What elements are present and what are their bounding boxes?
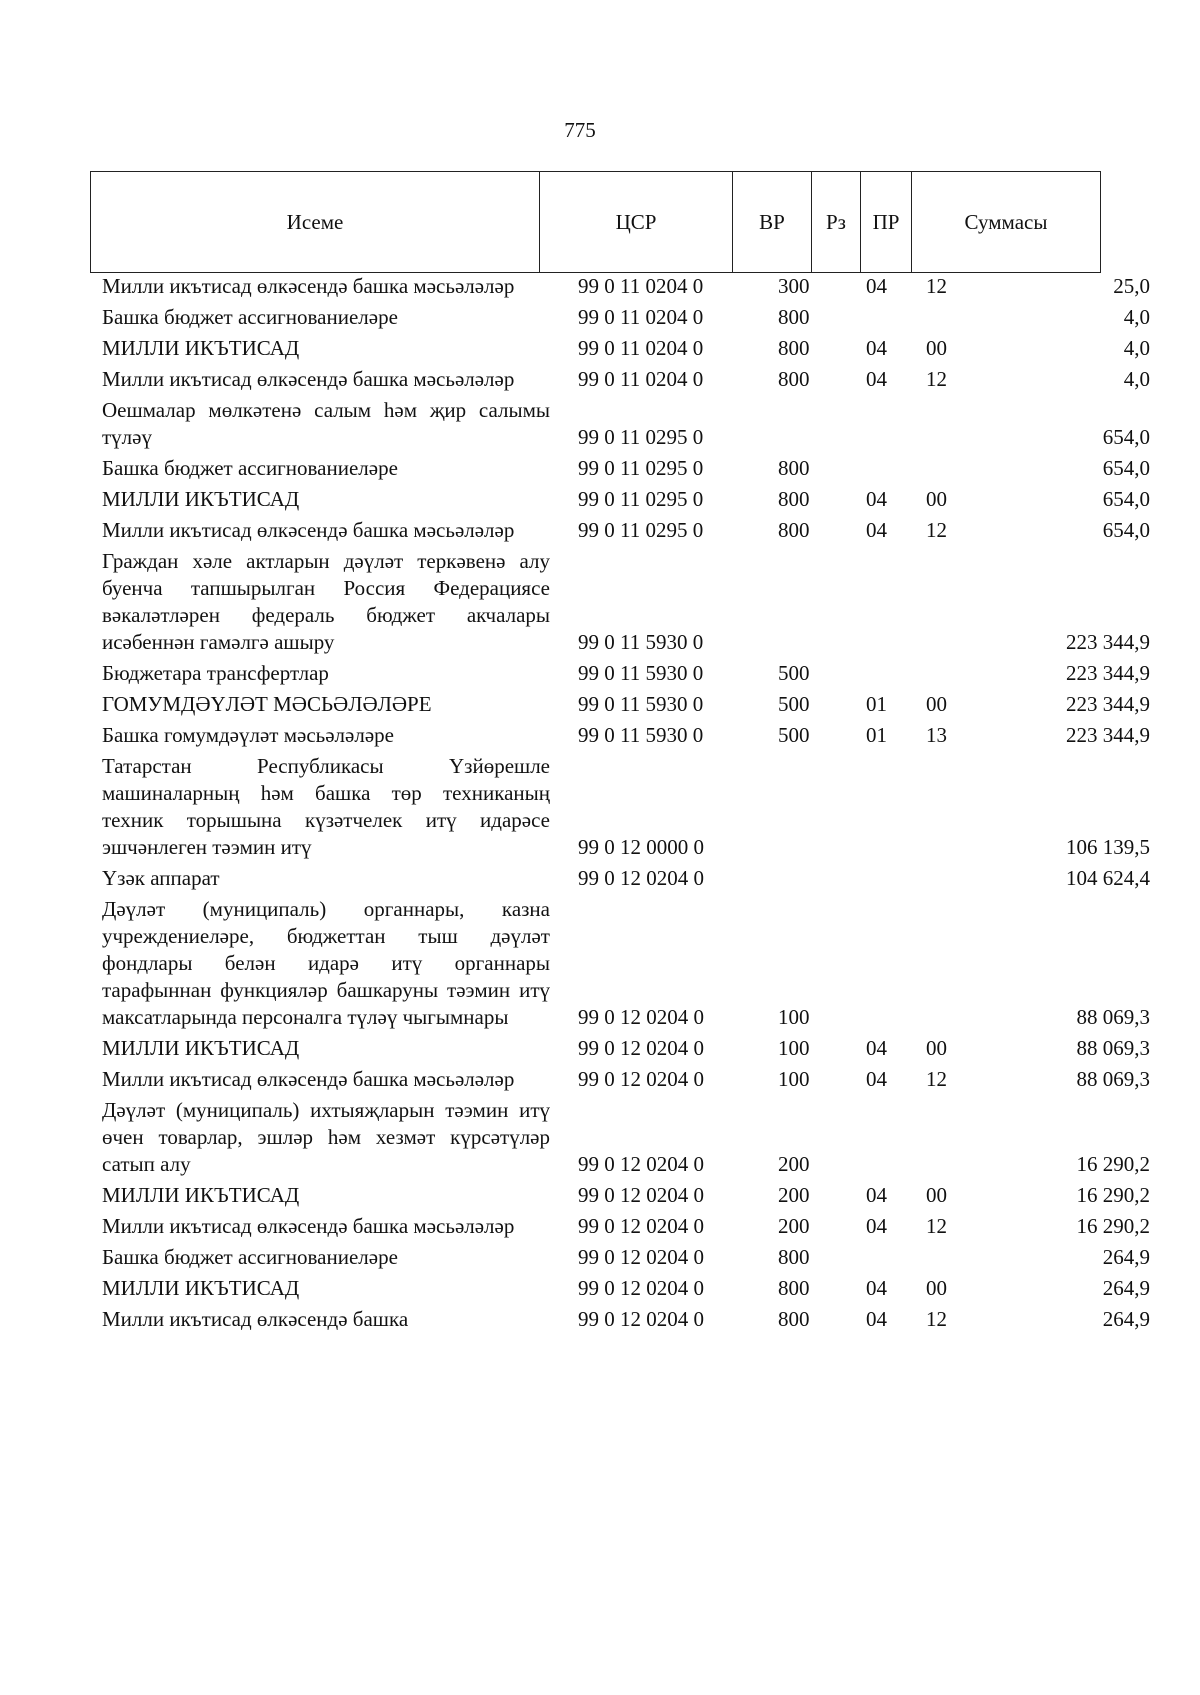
cell-name: Оешмалар мөлкәтенә салым һәм җир салымы түләү xyxy=(102,398,550,449)
cell-rz: 04 xyxy=(866,1214,887,1238)
cell-vr xyxy=(754,751,856,863)
cell-pr: 13 xyxy=(926,723,947,747)
table-row xyxy=(90,302,1158,333)
cell-csr: 99 0 11 0295 0 xyxy=(578,425,704,449)
cell-rz xyxy=(856,658,914,689)
table-row xyxy=(90,1180,1158,1211)
column-header-csr: ЦСР xyxy=(540,172,733,273)
page-number: 775 xyxy=(564,118,596,142)
cell-sum: 16 290,2 xyxy=(1076,1214,1150,1238)
table-row xyxy=(90,1273,1158,1304)
cell-name: Бюджетара трансфертлар xyxy=(102,661,329,685)
cell-vr: 500 xyxy=(778,723,810,747)
cell-sum: 654,0 xyxy=(1102,456,1150,480)
cell-name: Милли икътисад өлкәсендә башка xyxy=(102,1307,409,1331)
table-row xyxy=(90,515,1158,546)
cell-vr xyxy=(754,863,856,894)
cell-name: Милли икътисад өлкәсендә башка мәсьәләләр xyxy=(102,1214,515,1238)
cell-name: ГОМУМДӘҮЛӘТ МӘСЬӘЛӘЛӘРЕ xyxy=(102,692,432,716)
cell-name: МИЛЛИ ИКЪТИСАД xyxy=(102,1036,300,1060)
cell-csr: 99 0 12 0204 0 xyxy=(578,866,704,890)
cell-rz: 04 xyxy=(866,487,887,511)
cell-pr xyxy=(914,658,976,689)
cell-sum: 223 344,9 xyxy=(1066,630,1150,654)
cell-rz: 04 xyxy=(866,518,887,542)
cell-rz xyxy=(856,395,914,453)
cell-csr: 99 0 11 5930 0 xyxy=(578,723,704,747)
cell-csr: 99 0 12 0204 0 xyxy=(578,1214,704,1238)
table-row xyxy=(90,1033,1158,1064)
cell-name: Башка бюджет ассигнованиеләре xyxy=(102,305,398,329)
cell-vr: 800 xyxy=(778,367,810,391)
cell-vr: 800 xyxy=(778,1307,810,1331)
cell-csr: 99 0 11 0204 0 xyxy=(578,367,704,391)
cell-csr: 99 0 12 0000 0 xyxy=(578,835,704,859)
cell-pr xyxy=(914,1242,976,1273)
cell-sum: 104 624,4 xyxy=(1066,866,1150,890)
cell-name: МИЛЛИ ИКЪТИСАД xyxy=(102,336,300,360)
cell-pr xyxy=(914,1095,976,1180)
cell-rz: 04 xyxy=(866,1067,887,1091)
cell-csr: 99 0 11 0295 0 xyxy=(578,518,704,542)
cell-pr: 12 xyxy=(926,1067,947,1091)
cell-sum: 4,0 xyxy=(1123,305,1150,329)
cell-pr xyxy=(914,863,976,894)
cell-name: Үзәк аппарат xyxy=(102,866,220,890)
cell-pr: 12 xyxy=(926,367,947,391)
cell-pr xyxy=(914,894,976,1033)
cell-rz: 04 xyxy=(866,367,887,391)
cell-name: Милли икътисад өлкәсендә башка мәсьәләләр xyxy=(102,367,515,391)
cell-sum: 264,9 xyxy=(1102,1276,1150,1300)
cell-sum: 223 344,9 xyxy=(1066,692,1150,716)
table-row xyxy=(90,395,1158,453)
cell-vr: 100 xyxy=(778,1067,810,1091)
cell-pr xyxy=(914,302,976,333)
cell-vr xyxy=(754,395,856,453)
cell-vr: 200 xyxy=(778,1183,810,1207)
cell-vr: 500 xyxy=(778,692,810,716)
cell-vr: 200 xyxy=(778,1152,810,1176)
table-row xyxy=(90,1211,1158,1242)
cell-name: МИЛЛИ ИКЪТИСАД xyxy=(102,487,300,511)
cell-rz: 04 xyxy=(866,1276,887,1300)
cell-sum: 4,0 xyxy=(1123,336,1150,360)
column-header-vr: ВР xyxy=(733,172,812,273)
cell-pr: 12 xyxy=(926,518,947,542)
cell-csr: 99 0 12 0204 0 xyxy=(578,1183,704,1207)
column-header-name: Исеме xyxy=(91,172,540,273)
table-row xyxy=(90,1304,1158,1335)
header-row xyxy=(91,172,1101,273)
cell-csr: 99 0 12 0204 0 xyxy=(578,1005,704,1029)
cell-csr: 99 0 11 0295 0 xyxy=(578,456,704,480)
cell-pr: 00 xyxy=(926,1036,947,1060)
cell-rz: 04 xyxy=(866,336,887,360)
cell-rz xyxy=(856,894,914,1033)
cell-rz xyxy=(856,751,914,863)
cell-vr: 800 xyxy=(778,518,810,542)
cell-vr: 800 xyxy=(778,456,810,480)
table-row xyxy=(90,333,1158,364)
cell-name: МИЛЛИ ИКЪТИСАД xyxy=(102,1276,300,1300)
cell-rz xyxy=(856,302,914,333)
cell-sum: 654,0 xyxy=(1102,425,1150,449)
cell-vr: 500 xyxy=(778,661,810,685)
cell-name: Татарстан Республикасы Үзйөрешле машиналарның һәм башка төр техниканың техник торышына күзәтчелек итү идарәсе эшчәнлеген тәэмин итү xyxy=(102,754,550,859)
cell-csr: 99 0 11 0295 0 xyxy=(578,487,704,511)
table-row xyxy=(90,453,1158,484)
cell-name: Башка гомумдәүләт мәсьәләләре xyxy=(102,723,394,747)
cell-rz xyxy=(856,1242,914,1273)
table-row xyxy=(90,1064,1158,1095)
column-header-rz: Рз xyxy=(812,172,861,273)
cell-vr: 800 xyxy=(778,1276,810,1300)
table-row xyxy=(90,546,1158,658)
cell-csr: 99 0 11 0204 0 xyxy=(578,336,704,360)
table-row xyxy=(90,484,1158,515)
cell-vr: 800 xyxy=(778,336,810,360)
table-body xyxy=(90,271,1158,1335)
cell-vr: 100 xyxy=(778,1005,810,1029)
table-row xyxy=(90,1242,1158,1273)
table-row xyxy=(90,863,1158,894)
cell-pr: 12 xyxy=(926,1307,947,1331)
cell-csr: 99 0 12 0204 0 xyxy=(578,1067,704,1091)
cell-csr: 99 0 12 0204 0 xyxy=(578,1245,704,1269)
cell-rz xyxy=(856,453,914,484)
table-row xyxy=(90,1095,1158,1180)
cell-pr xyxy=(914,751,976,863)
cell-name: Милли икътисад өлкәсендә башка мәсьәләләр xyxy=(102,1067,515,1091)
table-row xyxy=(90,894,1158,1033)
table-row xyxy=(90,689,1158,720)
cell-name: Граждан хәле актларын дәүләт теркәвенә алу буенча тапшырылган Россия Федерациясе вәкаләтләрен федераль бюджет акчалары исәбеннән гамәлгә ашыру xyxy=(102,549,550,654)
cell-csr: 99 0 11 0204 0 xyxy=(578,305,704,329)
cell-pr xyxy=(914,546,976,658)
cell-sum: 4,0 xyxy=(1123,367,1150,391)
cell-vr: 200 xyxy=(778,1214,810,1238)
cell-pr: 00 xyxy=(926,336,947,360)
cell-sum: 88 069,3 xyxy=(1076,1067,1150,1091)
cell-csr: 99 0 11 5930 0 xyxy=(578,661,704,685)
cell-rz: 01 xyxy=(866,723,887,747)
cell-csr: 99 0 11 5930 0 xyxy=(578,692,704,716)
cell-name: Башка бюджет ассигнованиеләре xyxy=(102,456,398,480)
cell-csr: 99 0 12 0204 0 xyxy=(578,1152,704,1176)
column-header-pr: ПР xyxy=(861,172,912,273)
cell-name: Милли икътисад өлкәсендә башка мәсьәләләр xyxy=(102,518,515,542)
cell-vr: 800 xyxy=(778,1245,810,1269)
table-row xyxy=(90,658,1158,689)
cell-sum: 264,9 xyxy=(1102,1307,1150,1331)
cell-sum: 223 344,9 xyxy=(1066,661,1150,685)
table-row xyxy=(90,364,1158,395)
table-row xyxy=(90,751,1158,863)
budget-table xyxy=(90,271,1158,1335)
cell-sum: 16 290,2 xyxy=(1076,1183,1150,1207)
cell-sum: 106 139,5 xyxy=(1066,835,1150,859)
cell-pr: 00 xyxy=(926,1183,947,1207)
cell-pr: 12 xyxy=(926,274,947,298)
cell-rz: 04 xyxy=(866,1036,887,1060)
cell-csr: 99 0 11 0204 0 xyxy=(578,274,704,298)
cell-csr: 99 0 11 5930 0 xyxy=(578,630,704,654)
cell-pr: 12 xyxy=(926,1214,947,1238)
cell-sum: 88 069,3 xyxy=(1076,1005,1150,1029)
cell-sum: 223 344,9 xyxy=(1066,723,1150,747)
cell-sum: 16 290,2 xyxy=(1076,1152,1150,1176)
cell-sum: 264,9 xyxy=(1102,1245,1150,1269)
cell-rz: 04 xyxy=(866,1183,887,1207)
table-row xyxy=(90,271,1158,302)
cell-sum: 654,0 xyxy=(1102,518,1150,542)
cell-pr xyxy=(914,453,976,484)
cell-rz xyxy=(856,1095,914,1180)
cell-vr xyxy=(754,546,856,658)
cell-vr: 300 xyxy=(778,274,810,298)
cell-pr xyxy=(914,395,976,453)
cell-rz: 01 xyxy=(866,692,887,716)
cell-vr: 100 xyxy=(778,1036,810,1060)
cell-csr: 99 0 12 0204 0 xyxy=(578,1036,704,1060)
cell-vr: 800 xyxy=(778,487,810,511)
cell-rz xyxy=(856,863,914,894)
cell-rz xyxy=(856,546,914,658)
cell-pr: 00 xyxy=(926,1276,947,1300)
cell-pr: 00 xyxy=(926,692,947,716)
cell-pr: 00 xyxy=(926,487,947,511)
cell-vr: 800 xyxy=(778,305,810,329)
table-row xyxy=(90,720,1158,751)
cell-sum: 25,0 xyxy=(1113,274,1150,298)
cell-name: Дәүләт (муниципаль) ихтыяҗларын тәэмин итү өчен товарлар, эшләр һәм хезмәт күрсәтүләр сатып алу xyxy=(102,1098,550,1176)
cell-name: Милли икътисад өлкәсендә башка мәсьәләләр xyxy=(102,274,515,298)
cell-rz: 04 xyxy=(866,1307,887,1331)
cell-sum: 88 069,3 xyxy=(1076,1036,1150,1060)
cell-csr: 99 0 12 0204 0 xyxy=(578,1307,704,1331)
cell-name: МИЛЛИ ИКЪТИСАД xyxy=(102,1183,300,1207)
column-header-sum: Суммасы xyxy=(912,172,1101,273)
cell-rz: 04 xyxy=(866,274,887,298)
cell-name: Башка бюджет ассигнованиеләре xyxy=(102,1245,398,1269)
cell-sum: 654,0 xyxy=(1102,487,1150,511)
cell-name: Дәүләт (муниципаль) органнары, казна учреждениеләре, бюджеттан тыш дәүләт фондлары белән идарә итү органнары тарафыннан функцияләр башкаруны тәэмин итү максатларында персоналга түләү чыгымнары xyxy=(102,897,550,1029)
cell-csr: 99 0 12 0204 0 xyxy=(578,1276,704,1300)
table-header xyxy=(90,171,1101,273)
